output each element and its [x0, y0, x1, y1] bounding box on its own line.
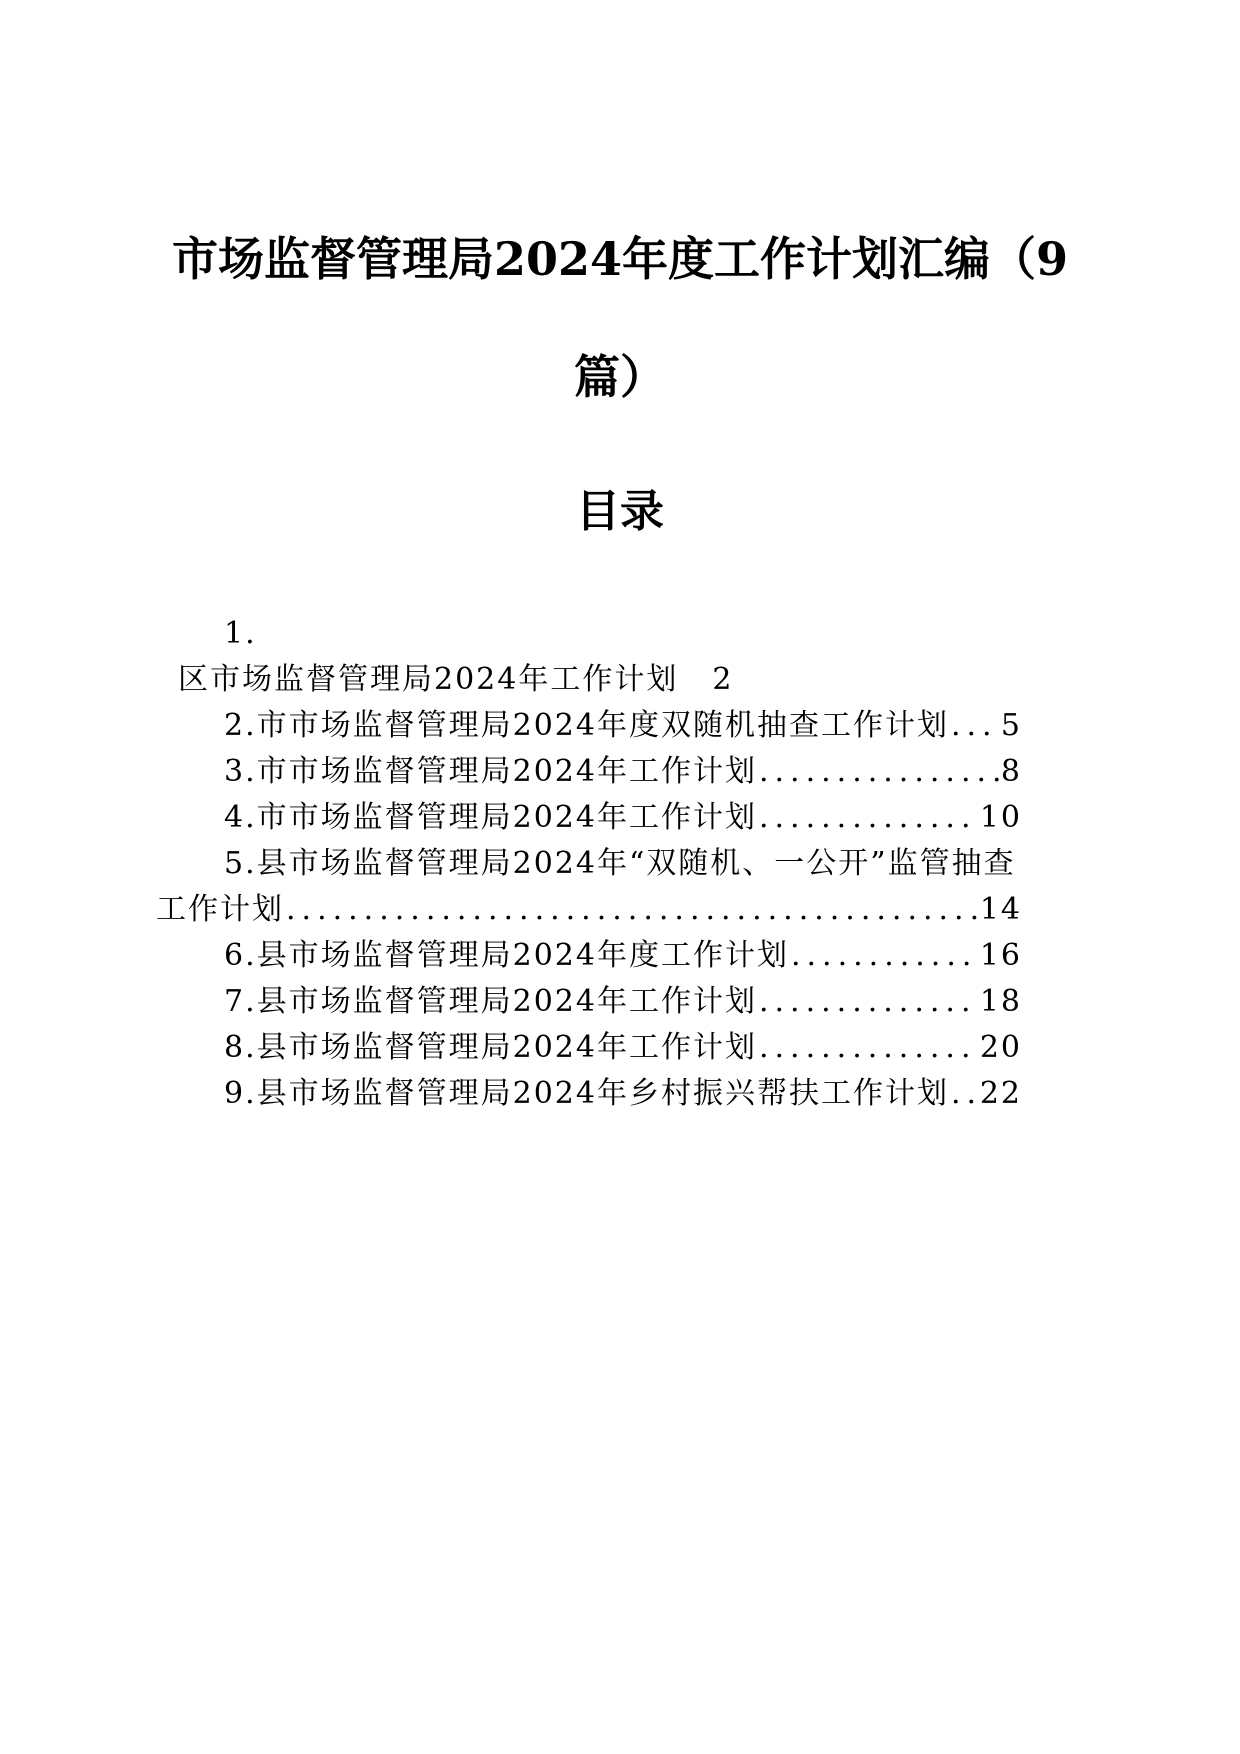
toc-entry-title: 2.市市场监督管理局2024年度双随机抽查工作计划 [224, 708, 949, 743]
toc-entry-title: 4.市市场监督管理局2024年工作计划 [224, 800, 757, 835]
toc-dot-leader [759, 1030, 978, 1066]
toc-entry-6[interactable] [224, 938, 1022, 974]
toc-entry-1[interactable] [178, 662, 733, 698]
toc-dot-leader [791, 938, 978, 974]
toc-dot-leader [951, 708, 999, 744]
toc-entry-page: 18 [979, 984, 1022, 1019]
toc-entry-title: 9.县市场监督管理局2024年乡村振兴帮扶工作计划 [224, 1076, 949, 1111]
toc-dot-leader [286, 892, 978, 928]
toc-entry-5[interactable]: 5.县市场监督管理局2024年“双随机、一公开”监管抽查 [224, 846, 1016, 881]
toc-entry-title: 8.县市场监督管理局2024年工作计划 [224, 1030, 757, 1065]
toc-entry-page: 14 [979, 892, 1022, 927]
toc-entry-2[interactable] [224, 708, 1022, 744]
toc-entry-page: 8 [1000, 754, 1022, 789]
toc-dot-leader [951, 1076, 978, 1112]
toc-dot-leader [759, 800, 978, 836]
toc-dot-leader [759, 984, 978, 1020]
toc-entry-8[interactable] [224, 1030, 1022, 1066]
toc-entry-1-number[interactable]: 1. [224, 616, 257, 651]
toc-entry-page: 10 [979, 800, 1022, 835]
toc-entry-title: 7.县市场监督管理局2024年工作计划 [224, 984, 757, 1019]
toc-entry-title: 工作计划 [156, 892, 284, 927]
toc-entry-7[interactable] [224, 984, 1022, 1020]
toc-heading: 目录 [576, 486, 664, 537]
toc-entry-9[interactable] [224, 1076, 1022, 1112]
toc-entry-page: 22 [979, 1076, 1022, 1111]
document-title-line-2: 篇） [574, 350, 666, 404]
toc-entry-5-continuation[interactable] [156, 892, 1022, 928]
toc-entry-page: 16 [979, 938, 1022, 973]
toc-dot-leader [759, 754, 999, 790]
toc-entry-4[interactable] [224, 800, 1022, 836]
toc-entry-page: 20 [979, 1030, 1022, 1065]
toc-entry-page: 5 [1000, 708, 1022, 743]
toc-entry-3[interactable] [224, 754, 1022, 790]
toc-entry-page: 2 [712, 662, 734, 697]
toc-entry-title: 区市场监督管理局2024年工作计划 [178, 662, 679, 697]
toc-entry-title: 3.市市场监督管理局2024年工作计划 [224, 754, 757, 789]
document-title-line-1: 市场监督管理局2024年度工作计划汇编（9 [171, 232, 1069, 286]
toc-entry-title: 6.县市场监督管理局2024年度工作计划 [224, 938, 789, 973]
